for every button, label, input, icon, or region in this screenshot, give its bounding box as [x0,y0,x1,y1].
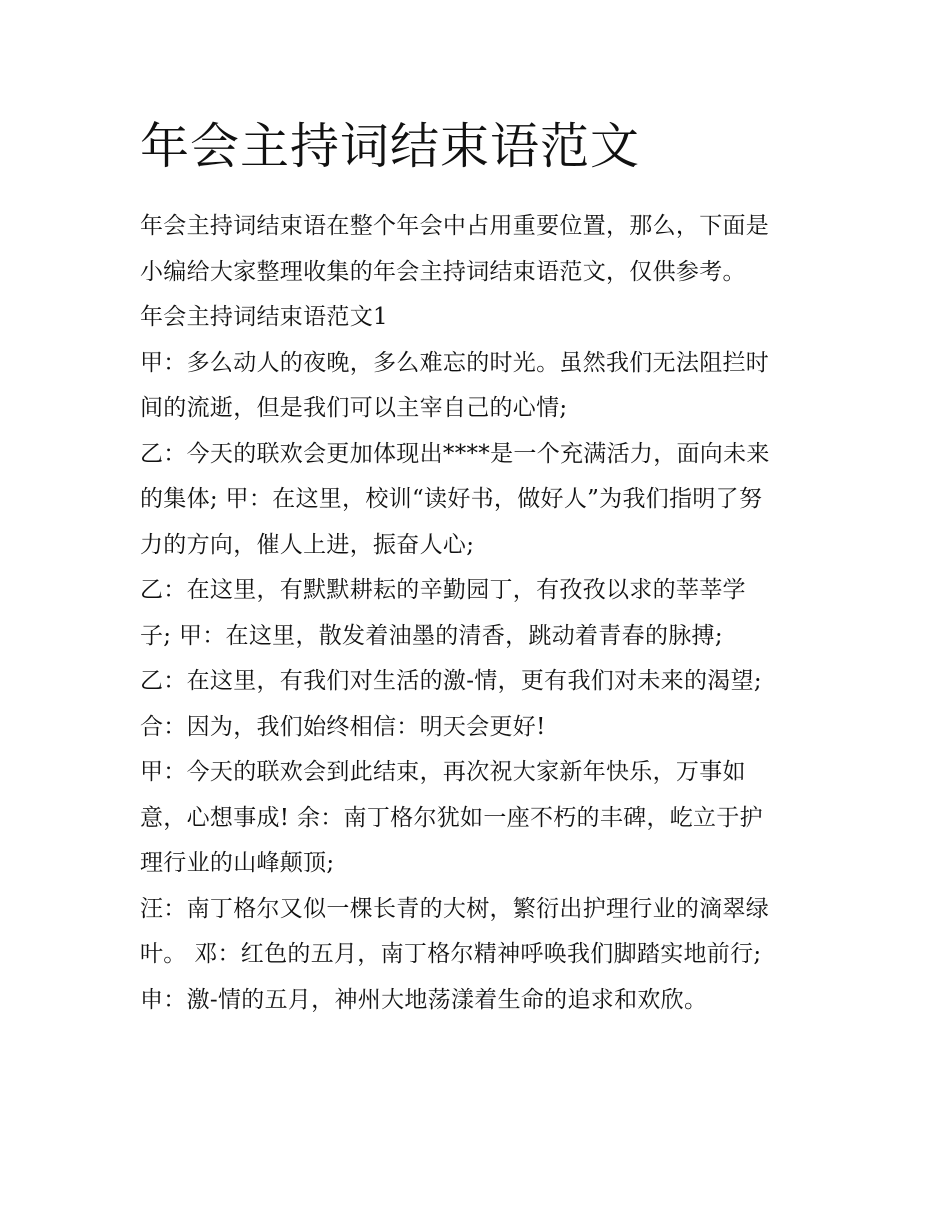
document-page [140,112,820,1023]
document-title: 年会主持词结束语范文 [140,118,641,175]
text-line: 的集体; 甲：在这里，校训“读好书，做好人”为我们指明了努 [140,486,763,512]
text-line: 理行业的山峰颠顶; [140,850,335,876]
text-line: 汪：南丁格尔又似一棵长青的大树，繁衍出护理行业的滴翠绿 [140,895,770,922]
text-line: 意，心想事成! 余：南丁格尔犹如一座不朽的丰碑，屹立于护 [140,804,763,831]
text-line: 甲：今天的联欢会到此结束，再次祝大家新年快乐，万事如 [140,759,746,785]
section-heading: 年会主持词结束语范文1 [140,304,388,330]
text-line: 年会主持词结束语在整个年会中占用重要位置，那么，下面是 [140,213,770,239]
text-line: 申：激-情的五月，神州大地荡漾着生命的追求和欢欣。 [140,986,708,1013]
text-line: 力的方向，催人上进，振奋人心; [140,531,475,558]
text-line: 叶。 邓：红色的五月，南丁格尔精神呼唤我们脚踏实地前行; [140,941,762,967]
text-line: 甲：多么动人的夜晚，多么难忘的时光。虽然我们无法阻拦时 [140,349,770,376]
text-line: 子; 甲：在这里，散发着油墨的清香，跳动着青春的脉搏; [140,622,723,649]
text-line: 乙：在这里，有默默耕耘的辛勤园丁，有孜孜以求的莘莘学 [140,577,746,603]
text-line: 乙：今天的联欢会更加体现出****是一个充满活力，面向未来 [140,440,770,467]
text-line: 合：因为，我们始终相信：明天会更好! [140,713,546,740]
text-line: 间的流逝，但是我们可以主宰自己的心情; [140,395,568,421]
text-line: 小编给大家整理收集的年会主持词结束语范文，仅供参考。 [140,258,746,285]
text-line: 乙：在这里，有我们对生活的激-情，更有我们对未来的渴望; [140,668,762,694]
